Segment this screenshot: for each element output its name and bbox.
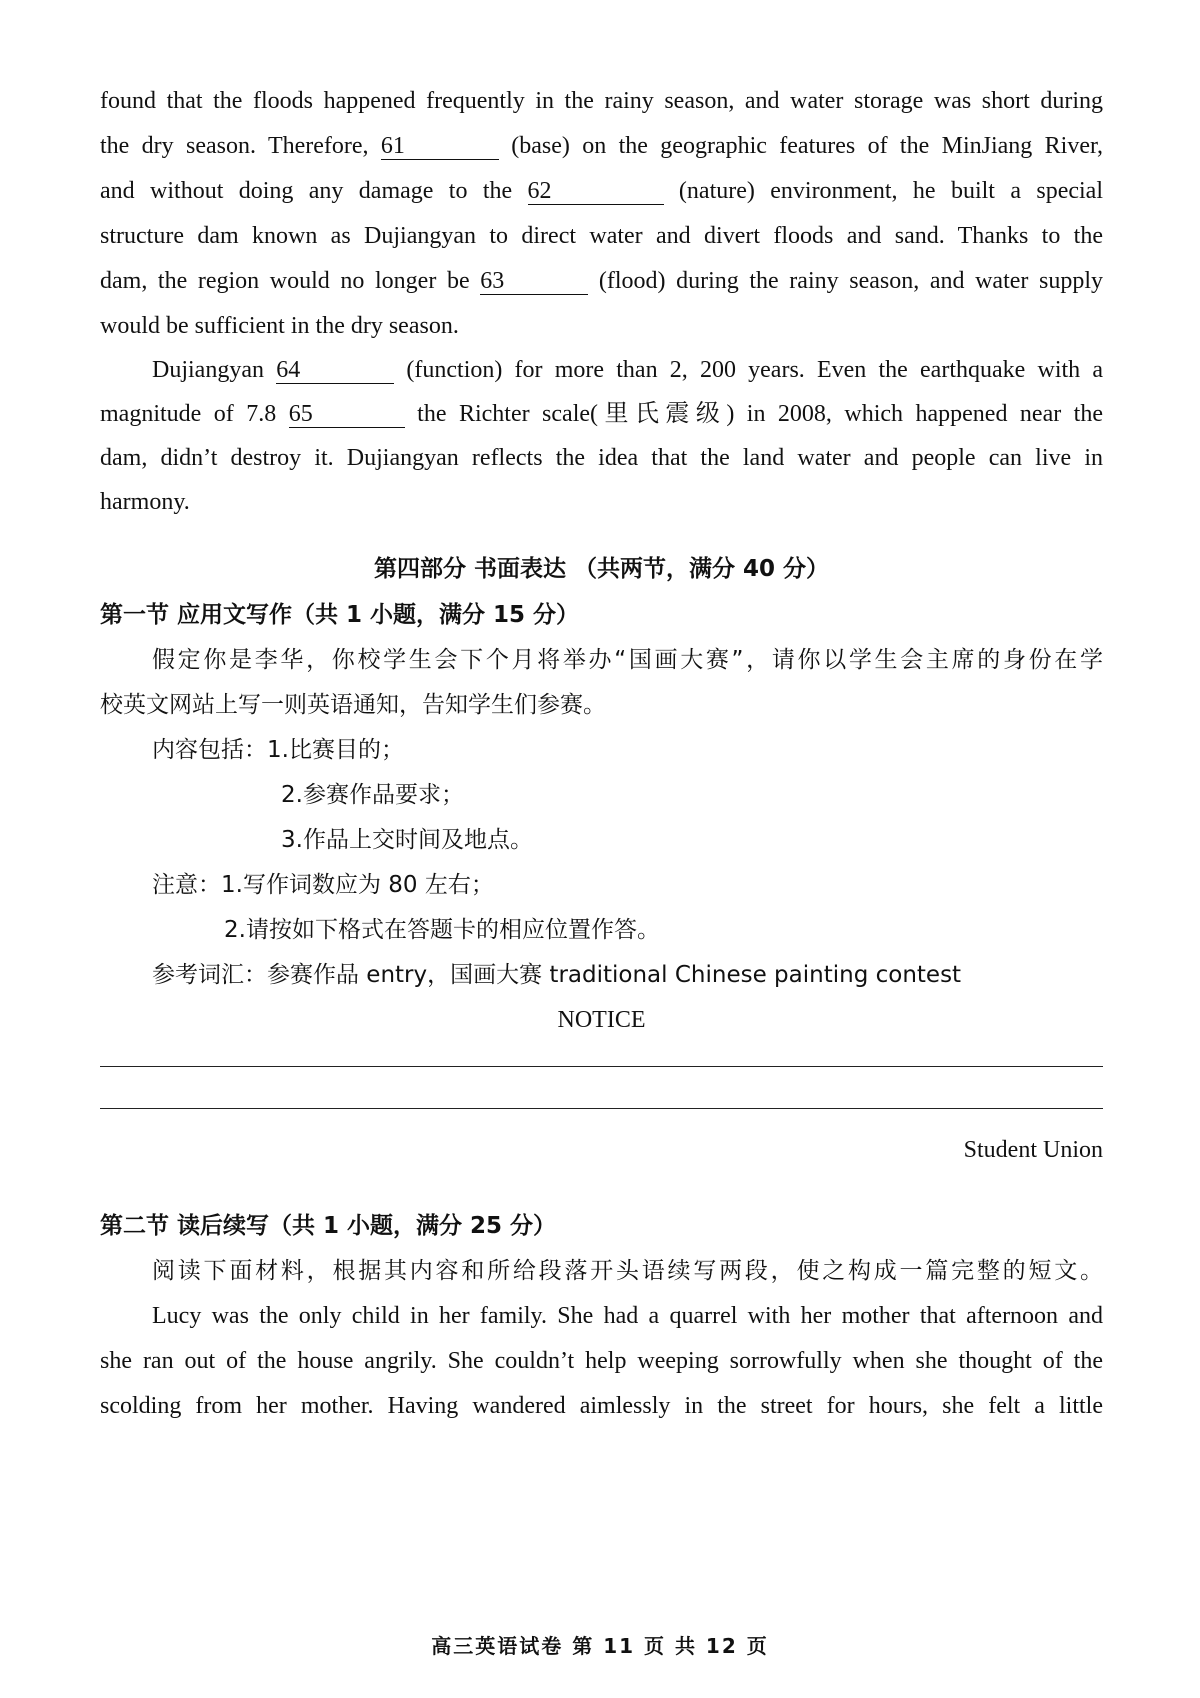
passage-text: the dry season. Therefore, <box>100 133 369 159</box>
passage-text: (function) for more than 2, 200 years. Even the earthquake with a <box>406 357 1104 383</box>
story-line-1: Lucy was the only child in her family. She had a quarrel with her mother that afternoon and <box>152 1303 1103 1329</box>
passage-text: (flood) during the rainy season, and water supply <box>598 268 1104 294</box>
blank-63: 63 <box>480 268 588 295</box>
section2-instruction: 阅读下面材料，根据其内容和所给段落开头语续写两段，使之构成一篇完整的短文。 <box>152 1258 1103 1284</box>
passage-line-7 <box>152 353 1103 387</box>
content-requirements: 内容包括：1.比赛目的； <box>152 737 404 763</box>
content-item-3: 3.作品上交时间及地点。 <box>281 827 533 853</box>
blank-61: 61 <box>381 133 499 160</box>
passage-line-10: harmony. <box>100 489 190 515</box>
story-line-2: she ran out of the house angrily. She couldn’t help weeping sorrowfully when she thought of the <box>100 1348 1103 1374</box>
passage-text: the Richter scale(里氏震级) in 2008, which happened near the <box>417 401 1103 427</box>
passage-line-1: found that the floods happened frequently in the rainy season, and water storage was short during <box>100 88 1103 114</box>
answer-line-2 <box>100 1108 1103 1109</box>
page-footer: 高三英语试卷 第 11 页 共 12 页 <box>431 1634 769 1658</box>
reference-vocabulary: 参考词汇：参赛作品 entry，国画大赛 traditional Chinese painting contest <box>152 962 962 988</box>
story-line-3: scolding from her mother. Having wandered aimlessly in the street for hours, she felt a little <box>100 1393 1103 1419</box>
passage-text: magnitude of 7.8 <box>100 401 277 427</box>
passage-text: and without doing any damage to the <box>100 178 513 204</box>
section1-prompt-line1: 假定你是李华，你校学生会下个月将举办“国画大赛”，请你以学生会主席的身份在学 <box>152 647 1103 673</box>
passage-line-5 <box>100 264 1103 298</box>
note-item-2: 2.请按如下格式在答题卡的相应位置作答。 <box>224 917 660 943</box>
section2-heading: 第二节 读后续写（共 1 小题，满分 25 分） <box>100 1213 557 1239</box>
passage-text: Dujiangyan <box>152 357 264 383</box>
passage-text: (nature) environment, he built a special <box>678 178 1103 204</box>
content-item-2: 2.参赛作品要求； <box>281 782 464 808</box>
blank-65: 65 <box>289 401 405 428</box>
passage-text: (base) on the geographic features of the MinJiang River, <box>511 133 1103 159</box>
note-requirements: 注意：1.写作词数应为 80 左右； <box>152 872 494 898</box>
passage-line-9: dam, didn’t destroy it. Dujiangyan reflects the idea that the land water and people can live in <box>100 445 1103 471</box>
blank-62: 62 <box>528 178 664 205</box>
passage-line-4: structure dam known as Dujiangyan to direct water and divert floods and sand. Thanks to the <box>100 223 1103 249</box>
notice-title: NOTICE <box>557 1007 646 1033</box>
blank-64: 64 <box>276 357 394 384</box>
notice-signature: Student Union <box>963 1137 1103 1163</box>
passage-line-8 <box>100 397 1103 431</box>
section1-prompt-line2: 校英文网站上写一则英语通知，告知学生们参赛。 <box>100 692 606 718</box>
passage-line-3 <box>100 174 1103 208</box>
section1-heading: 第一节 应用文写作（共 1 小题，满分 15 分） <box>100 602 580 628</box>
answer-line-1 <box>100 1066 1103 1067</box>
passage-text: dam, the region would no longer be <box>100 268 470 294</box>
part4-heading: 第四部分 书面表达 （共两节，满分 40 分） <box>373 556 830 582</box>
passage-line-2 <box>100 129 1103 163</box>
passage-line-6: would be sufficient in the dry season. <box>100 313 459 339</box>
